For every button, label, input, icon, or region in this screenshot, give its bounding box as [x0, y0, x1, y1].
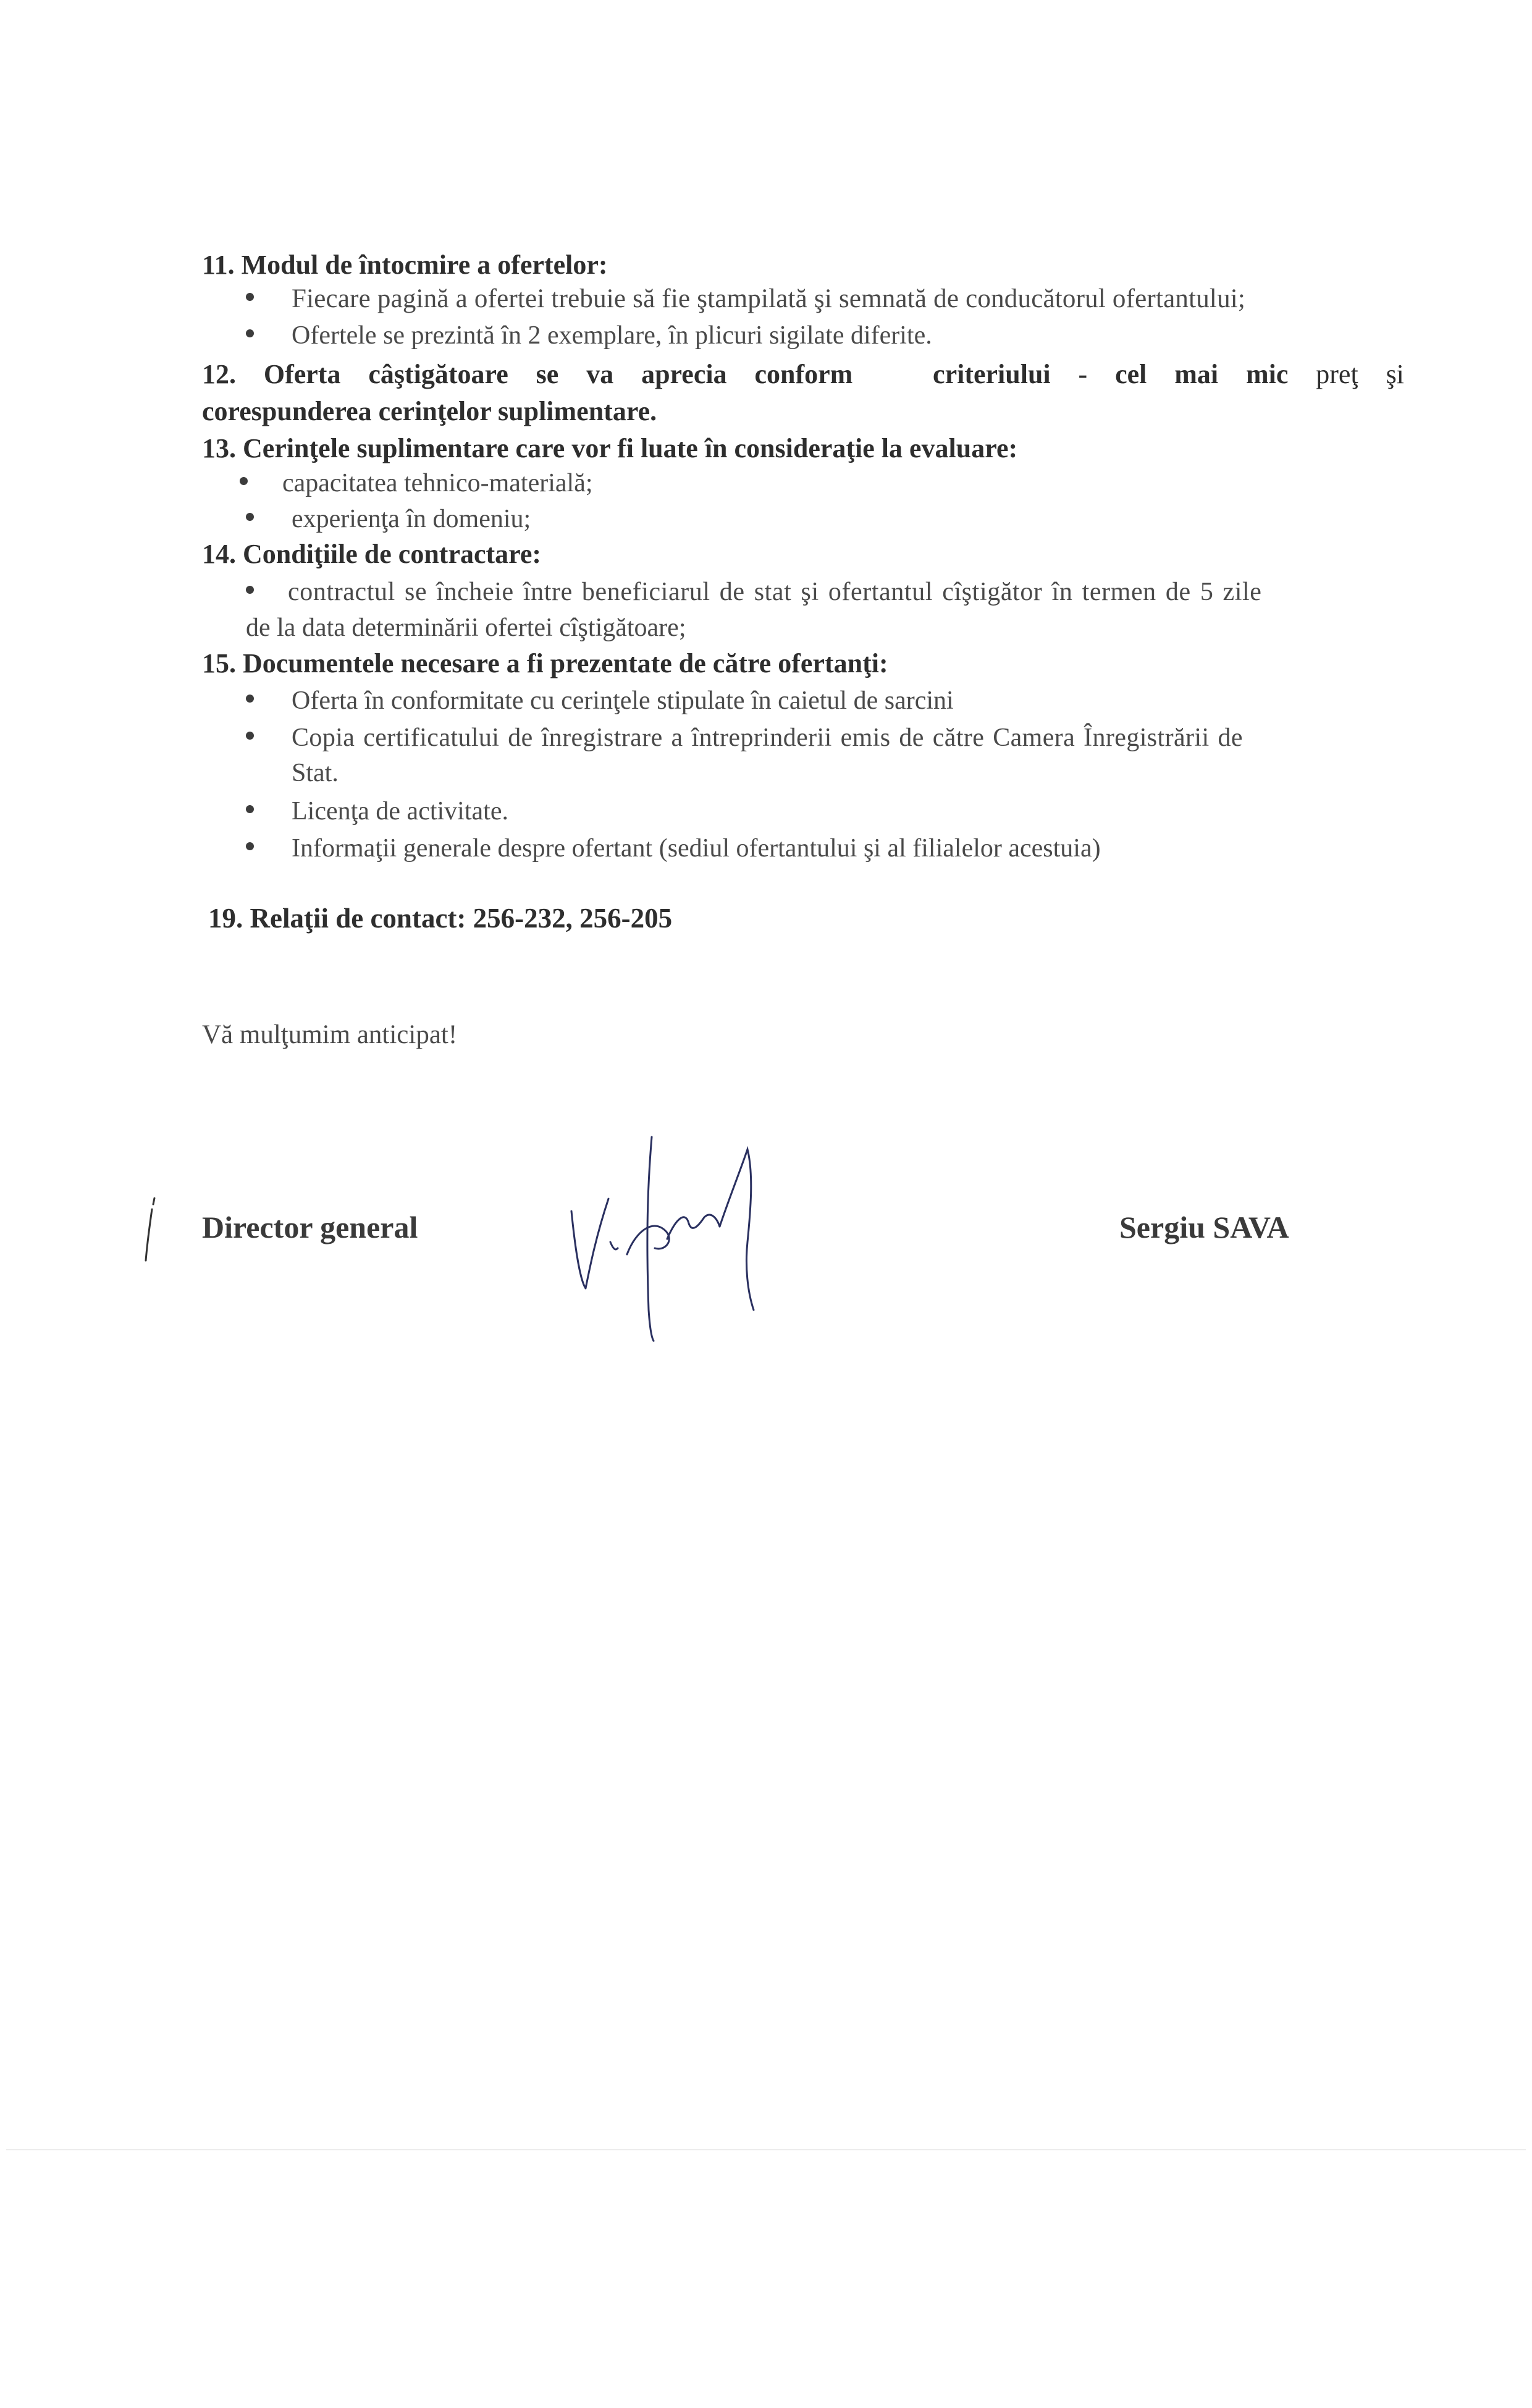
word: preţ: [1316, 359, 1358, 389]
bullet-dot: [246, 842, 254, 850]
section-13-item-2: experienţa în domeniu;: [292, 505, 531, 533]
section-11-item-2: Ofertele se prezintă în 2 exemplare, în plicuri sigilate diferite.: [292, 321, 932, 350]
section-12-line-2: corespunderea cerinţelor suplimentare.: [202, 396, 657, 426]
word: va: [586, 359, 614, 389]
section-15-item-2: Copia certificatului de înregistrare a întreprinderii emis de către Camera Înregistrării de: [292, 724, 1243, 752]
section-15-heading: 15. Documentele necesare a fi prezentate de către ofertanţi:: [202, 648, 888, 678]
word: şi: [1386, 359, 1404, 389]
bullet-dot: [246, 695, 254, 703]
section-14-item-line-1: [288, 574, 1411, 610]
bullet-dot: [246, 805, 254, 813]
section-15-item-3: Licenţa de activitate.: [292, 797, 508, 826]
bullet-dot: [246, 329, 254, 337]
signatory-name: Sergiu SAVA: [1119, 1210, 1289, 1244]
bullet-dot: [246, 586, 254, 594]
scan-edge-line: [6, 2149, 1526, 2150]
word: mic: [1246, 359, 1289, 389]
bullet-dot: [246, 513, 254, 521]
section-12-line-1: [202, 357, 1404, 392]
word: conform: [754, 359, 853, 389]
section-15-item-1: Oferta în conformitate cu cerinţele stipulate în caietul de sarcini: [292, 686, 954, 715]
signatory-title: Director general: [202, 1210, 418, 1244]
section-11-heading: 11. Modul de întocmire a ofertelor:: [202, 250, 608, 280]
bullet-dot: [246, 293, 254, 301]
section-15-item-4: Informaţii generale despre ofertant (sediul ofertantului şi al filialelor acestuia): [292, 834, 1101, 863]
bullet-dot: [246, 732, 254, 740]
word: 12.: [202, 359, 236, 389]
word: criteriului: [933, 359, 1051, 389]
section-14-item-text: contractul se încheie între beneficiarul de stat şi ofertantul cîştigător în termen de 5 zile: [288, 578, 1262, 606]
section-11-item-1: Fiecare pagină a ofertei trebuie să fie ştampilată şi semnată de conducătorul ofertantului;: [292, 284, 1246, 313]
pen-mark: [142, 1196, 161, 1264]
bullet-dot: [240, 477, 248, 485]
contact-line: 19. Relaţii de contact: 256-232, 256-205: [208, 903, 673, 934]
word: câştigătoare: [368, 359, 508, 389]
word: se: [536, 359, 559, 389]
word: -: [1078, 359, 1088, 389]
handwritten-signature: [562, 1125, 797, 1347]
section-14-item-line-2: de la data determinării ofertei cîştigătoare;: [246, 614, 686, 642]
section-13-heading: 13. Cerinţele suplimentare care vor fi luate în consideraţie la evaluare:: [202, 433, 1018, 463]
word: Oferta: [263, 359, 341, 389]
closing-text: Vă mulţumim anticipat!: [202, 1020, 458, 1049]
section-13-item-1: capacitatea tehnico-materială;: [282, 469, 593, 497]
word: mai: [1174, 359, 1219, 389]
section-15-item-2-cont: Stat.: [292, 759, 339, 787]
word: cel: [1115, 359, 1147, 389]
word: aprecia: [641, 359, 727, 389]
section-14-heading: 14. Condiţiile de contractare:: [202, 539, 542, 569]
